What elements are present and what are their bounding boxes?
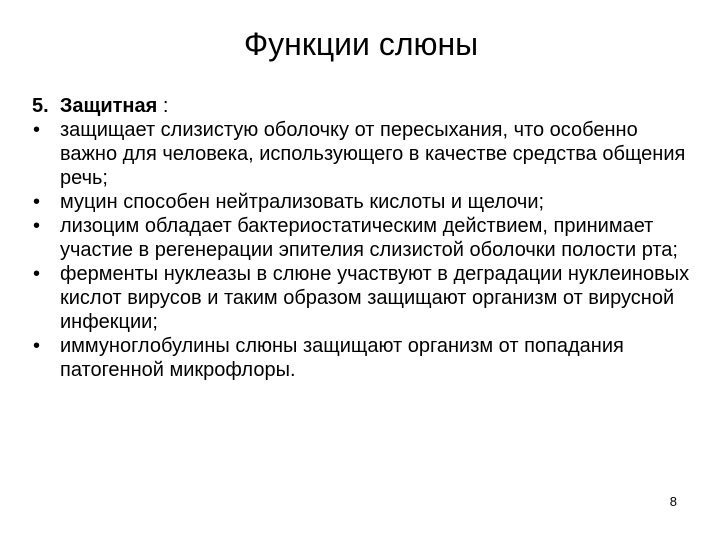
list-item-text: лизоцим обладает бактериостатическим действием, принимает участие в регенерации эпителия слизистой оболочки полости рта; [60, 215, 678, 261]
list-item-text: защищает слизистую оболочку от пересыхания, что особенно важно для человека, использующего в качестве средства общения речь; [60, 119, 686, 189]
list-item [32, 190, 692, 214]
section-name: Защитная [59, 95, 158, 117]
list-item [32, 334, 692, 382]
bullet-icon: • [33, 191, 41, 213]
list-item-text: ферменты нуклеазы в слюне участвуют в деградации нуклеиновых кислот вирусов и таким образом защищают организм от вирусной инфекции; [60, 263, 690, 333]
section-heading [32, 94, 692, 118]
bullet-list [32, 118, 692, 382]
list-item-text: иммуноглобулины слюны защищают организм от попадания патогенной микрофлоры. [60, 335, 624, 381]
list-item-text: муцин способен нейтрализовать кислоты и щелочи; [60, 191, 545, 213]
list-item [32, 214, 692, 262]
slide-title: Функции слюны [243, 26, 479, 62]
page-number: 8 [669, 494, 677, 509]
slide-content [32, 94, 692, 382]
list-item [32, 118, 692, 190]
bullet-icon: • [33, 335, 41, 357]
bullet-icon: • [33, 263, 41, 285]
bullet-icon: • [33, 215, 41, 237]
section-number: 5. [32, 95, 49, 117]
section-heading-suffix: : [157, 95, 169, 117]
list-item [32, 262, 692, 334]
bullet-icon: • [33, 119, 41, 141]
